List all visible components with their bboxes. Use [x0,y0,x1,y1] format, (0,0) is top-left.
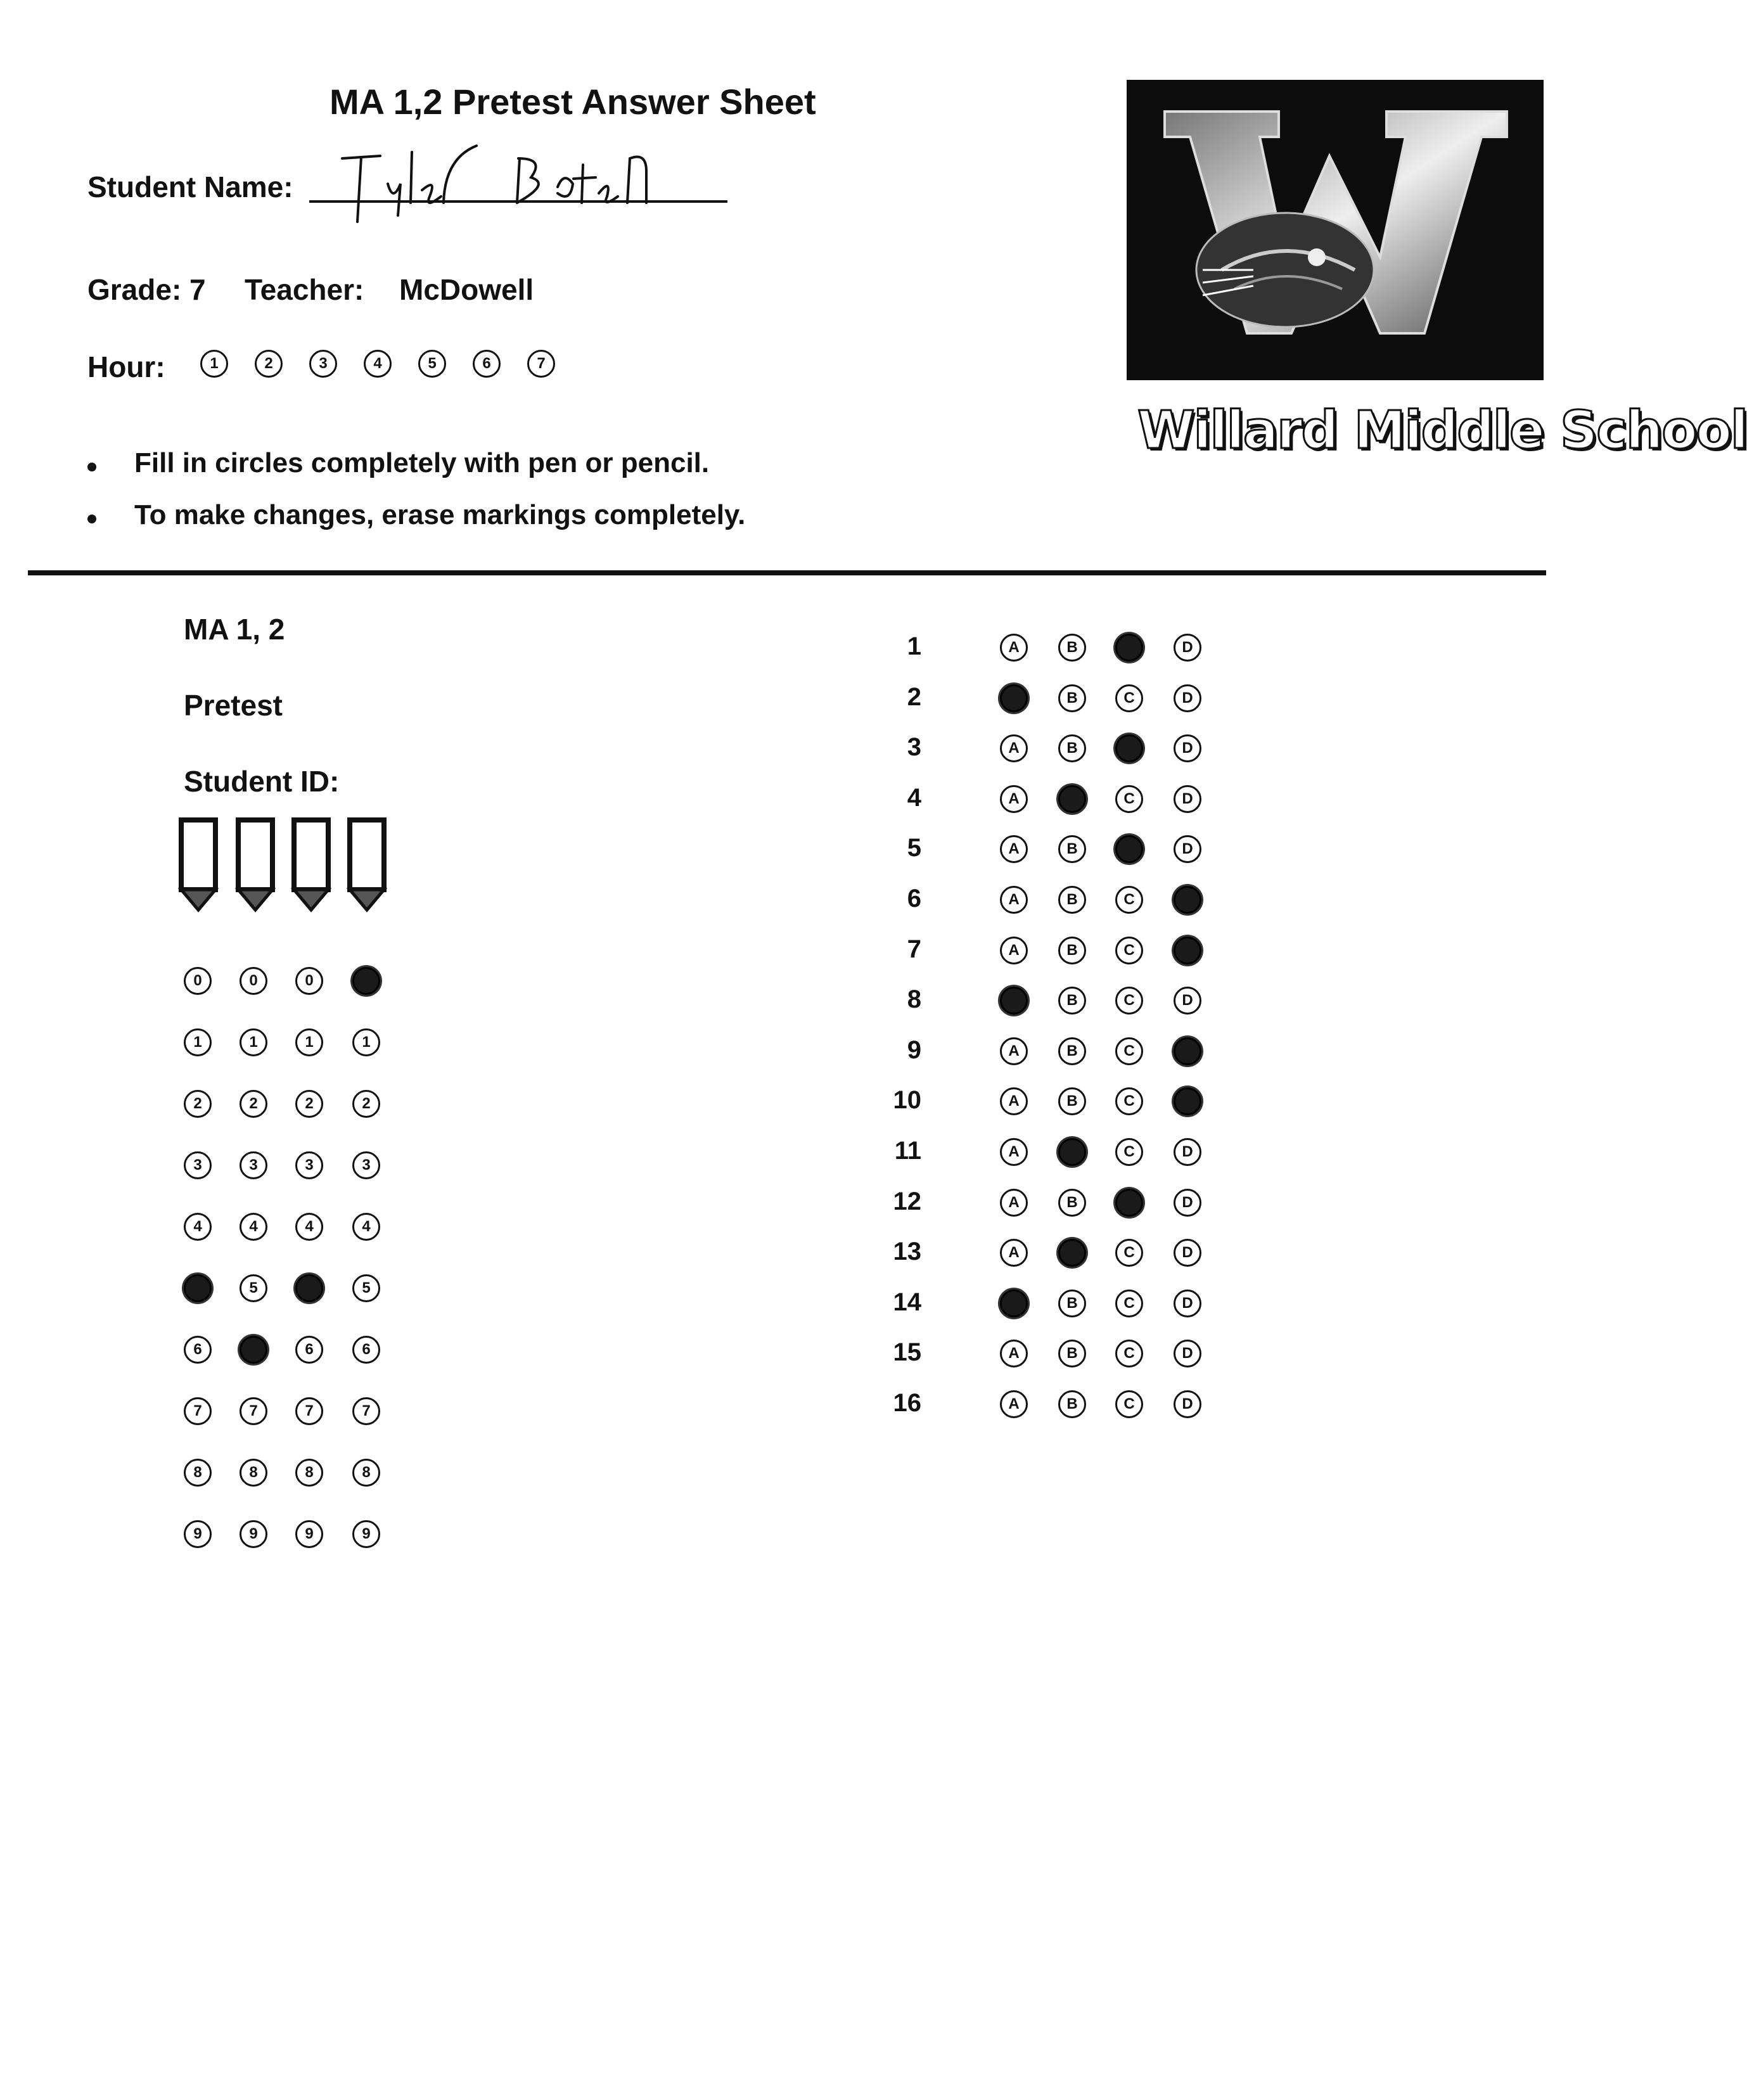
hour-bubble-1[interactable]: 1 [200,350,228,378]
answer-bubble-c[interactable]: C [1115,1390,1143,1418]
id-digit-bubble[interactable]: 7 [240,1397,267,1425]
id-digit-bubble[interactable]: 1 [295,1028,323,1056]
school-logo [1127,80,1544,380]
answer-bubble-d[interactable]: D [1174,1390,1201,1418]
answer-bubble-b[interactable] [1058,1239,1086,1267]
instruction-1: Fill in circles completely with pen or pencil. [134,447,710,478]
answer-bubble-c[interactable]: C [1115,785,1143,813]
id-digit-bubble[interactable]: 8 [240,1459,267,1487]
id-digit-bubble[interactable]: 9 [184,1520,212,1548]
answer-bubble-c[interactable]: C [1115,1138,1143,1166]
id-digit-bubble[interactable]: 4 [240,1213,267,1241]
id-digit-bubble[interactable]: 2 [295,1090,323,1118]
answer-bubble-c[interactable]: C [1115,987,1143,1015]
answer-bubble-b[interactable]: B [1058,634,1086,662]
answer-bubble-d[interactable]: D [1174,634,1201,662]
answer-bubble-b[interactable]: B [1058,1037,1086,1065]
id-entry-box-3[interactable] [291,817,331,912]
id-digit-bubble[interactable]: 7 [184,1397,212,1425]
id-digit-bubble[interactable]: 2 [184,1090,212,1118]
id-digit-bubble[interactable]: 8 [184,1459,212,1487]
answer-bubble-b[interactable]: B [1058,1390,1086,1418]
answer-bubble-a[interactable]: A [1000,634,1028,662]
id-digit-bubble[interactable]: 9 [240,1520,267,1548]
hour-label: Hour: [87,350,165,383]
question-number: 7 [907,935,921,963]
hour-bubble-4[interactable]: 4 [364,350,392,378]
id-digit-bubble[interactable]: 3 [184,1151,212,1179]
answer-bubble-d[interactable] [1174,1037,1201,1065]
answer-bubble-b[interactable]: B [1058,734,1086,762]
answer-bubble-a[interactable]: A [1000,1390,1028,1418]
test-type-label: Pretest [184,689,283,722]
question-number: 10 [893,1086,921,1114]
question-number: 14 [893,1288,921,1316]
answer-bubble-c[interactable]: C [1115,1340,1143,1367]
grade-label: Grade: 7 [87,273,206,306]
answer-bubble-d[interactable]: D [1174,1239,1201,1267]
id-digit-bubble[interactable]: 5 [352,1274,380,1302]
id-digit-bubble[interactable] [240,1336,267,1364]
school-name: Willard Middle School [1137,400,1747,461]
answer-bubble-a[interactable]: A [1000,734,1028,762]
question-number: 12 [893,1188,921,1215]
answer-bubble-d[interactable]: D [1174,987,1201,1015]
question-number: 13 [893,1238,921,1265]
id-digit-bubble[interactable]: 1 [352,1028,380,1056]
answer-bubble-b[interactable]: B [1058,684,1086,712]
id-digit-bubble[interactable]: 1 [240,1028,267,1056]
question-number: 3 [907,733,921,761]
id-digit-bubble[interactable]: 0 [240,967,267,995]
question-number: 9 [907,1036,921,1064]
answer-bubble-c[interactable] [1115,634,1143,662]
id-entry-box-1[interactable] [179,817,218,912]
answer-bubble-c[interactable]: C [1115,1239,1143,1267]
answer-bubble-a[interactable]: A [1000,1087,1028,1115]
id-digit-bubble[interactable]: 7 [295,1397,323,1425]
answer-bubble-b[interactable]: B [1058,886,1086,914]
teacher-label: Teacher: [245,273,364,306]
answer-bubble-d[interactable]: D [1174,1138,1201,1166]
answer-bubble-a[interactable]: A [1000,835,1028,863]
student-name-label: Student Name: [87,170,293,203]
id-digit-bubble[interactable]: 6 [184,1336,212,1364]
answer-bubble-b[interactable]: B [1058,1087,1086,1115]
answer-bubble-d[interactable]: D [1174,734,1201,762]
course-label: MA 1, 2 [184,613,285,646]
id-digit-bubble[interactable]: 1 [184,1028,212,1056]
wildcat-w-logo-icon [1127,80,1544,380]
answer-bubble-a[interactable] [1000,987,1028,1015]
id-digit-bubble[interactable] [352,967,380,995]
id-digit-bubble[interactable]: 3 [295,1151,323,1179]
answer-bubble-b[interactable]: B [1058,937,1086,964]
answer-bubble-b[interactable]: B [1058,987,1086,1015]
answer-bubble-c[interactable]: C [1115,1290,1143,1317]
hour-bubble-6[interactable]: 6 [473,350,501,378]
answer-bubble-b[interactable]: B [1058,1340,1086,1367]
answer-bubble-c[interactable] [1115,1189,1143,1217]
answer-bubble-a[interactable]: A [1000,886,1028,914]
answer-bubble-d[interactable] [1174,937,1201,964]
id-digit-bubble[interactable]: 4 [295,1213,323,1241]
hour-bubble-7[interactable]: 7 [527,350,555,378]
answer-bubble-c[interactable] [1115,835,1143,863]
question-number: 6 [907,885,921,912]
answer-bubble-d[interactable]: D [1174,835,1201,863]
answer-bubble-a[interactable]: A [1000,1037,1028,1065]
question-number: 15 [893,1338,921,1366]
answer-bubble-c[interactable] [1115,734,1143,762]
answer-bubble-a[interactable]: A [1000,937,1028,964]
question-number: 4 [907,784,921,812]
answer-bubble-b[interactable] [1058,1138,1086,1166]
answer-bubble-d[interactable]: D [1174,1189,1201,1217]
id-digit-bubble[interactable]: 9 [295,1520,323,1548]
id-digit-bubble[interactable]: 0 [295,967,323,995]
student-name-signature[interactable] [330,133,684,228]
teacher-value: McDowell [399,273,534,306]
id-digit-bubble[interactable]: 3 [352,1151,380,1179]
question-number: 5 [907,834,921,862]
divider-rule [28,570,1546,575]
id-digit-bubble[interactable]: 0 [184,967,212,995]
id-digit-bubble[interactable]: 6 [295,1336,323,1364]
answer-bubble-a[interactable]: A [1000,785,1028,813]
id-digit-bubble[interactable]: 2 [240,1090,267,1118]
answer-bubble-b[interactable] [1058,785,1086,813]
answer-bubble-d[interactable] [1174,886,1201,914]
answer-bubble-d[interactable]: D [1174,684,1201,712]
student-id-label: Student ID: [184,765,340,798]
question-number: 8 [907,985,921,1013]
id-digit-bubble[interactable] [184,1274,212,1302]
answer-bubble-b[interactable]: B [1058,1189,1086,1217]
answer-bubble-a[interactable] [1000,1290,1028,1317]
answer-bubble-c[interactable]: C [1115,937,1143,964]
answer-bubble-a[interactable]: A [1000,1239,1028,1267]
answer-bubble-a[interactable] [1000,684,1028,712]
id-digit-bubble[interactable]: 3 [240,1151,267,1179]
hour-bubble-2[interactable]: 2 [255,350,283,378]
answer-bubble-c[interactable]: C [1115,1037,1143,1065]
id-entry-box-4[interactable] [347,817,387,912]
answer-bubble-c[interactable]: C [1115,684,1143,712]
answer-bubble-d[interactable] [1174,1087,1201,1115]
id-digit-bubble[interactable]: 9 [352,1520,380,1548]
id-digit-bubble[interactable]: 5 [240,1274,267,1302]
id-digit-bubble[interactable]: 4 [352,1213,380,1241]
answer-bubble-c[interactable]: C [1115,1087,1143,1115]
question-number: 2 [907,683,921,711]
answer-bubble-c[interactable]: C [1115,886,1143,914]
id-digit-bubble[interactable]: 2 [352,1090,380,1118]
id-digit-bubble[interactable]: 7 [352,1397,380,1425]
id-digit-bubble[interactable]: 4 [184,1213,212,1241]
question-number: 16 [893,1389,921,1417]
answer-bubble-b[interactable]: B [1058,1290,1086,1317]
id-digit-bubble[interactable]: 8 [352,1459,380,1487]
answer-bubble-a[interactable]: A [1000,1138,1028,1166]
answer-bubble-a[interactable]: A [1000,1340,1028,1367]
answer-bubble-b[interactable]: B [1058,835,1086,863]
hour-bubble-5[interactable]: 5 [418,350,446,378]
id-digit-bubble[interactable]: 8 [295,1459,323,1487]
answer-bubble-d[interactable]: D [1174,1290,1201,1317]
bullet [87,463,96,471]
answer-bubble-d[interactable]: D [1174,785,1201,813]
sheet-title: MA 1,2 Pretest Answer Sheet [330,82,816,122]
instruction-2: To make changes, erase markings completely. [134,499,746,530]
answer-bubble-d[interactable]: D [1174,1340,1201,1367]
answer-bubble-a[interactable]: A [1000,1189,1028,1217]
hour-bubble-3[interactable]: 3 [309,350,337,378]
question-number: 1 [907,632,921,660]
question-number: 11 [894,1137,921,1165]
id-digit-bubble[interactable] [295,1274,323,1302]
id-entry-box-2[interactable] [236,817,275,912]
bullet [87,515,96,523]
id-digit-bubble[interactable]: 6 [352,1336,380,1364]
